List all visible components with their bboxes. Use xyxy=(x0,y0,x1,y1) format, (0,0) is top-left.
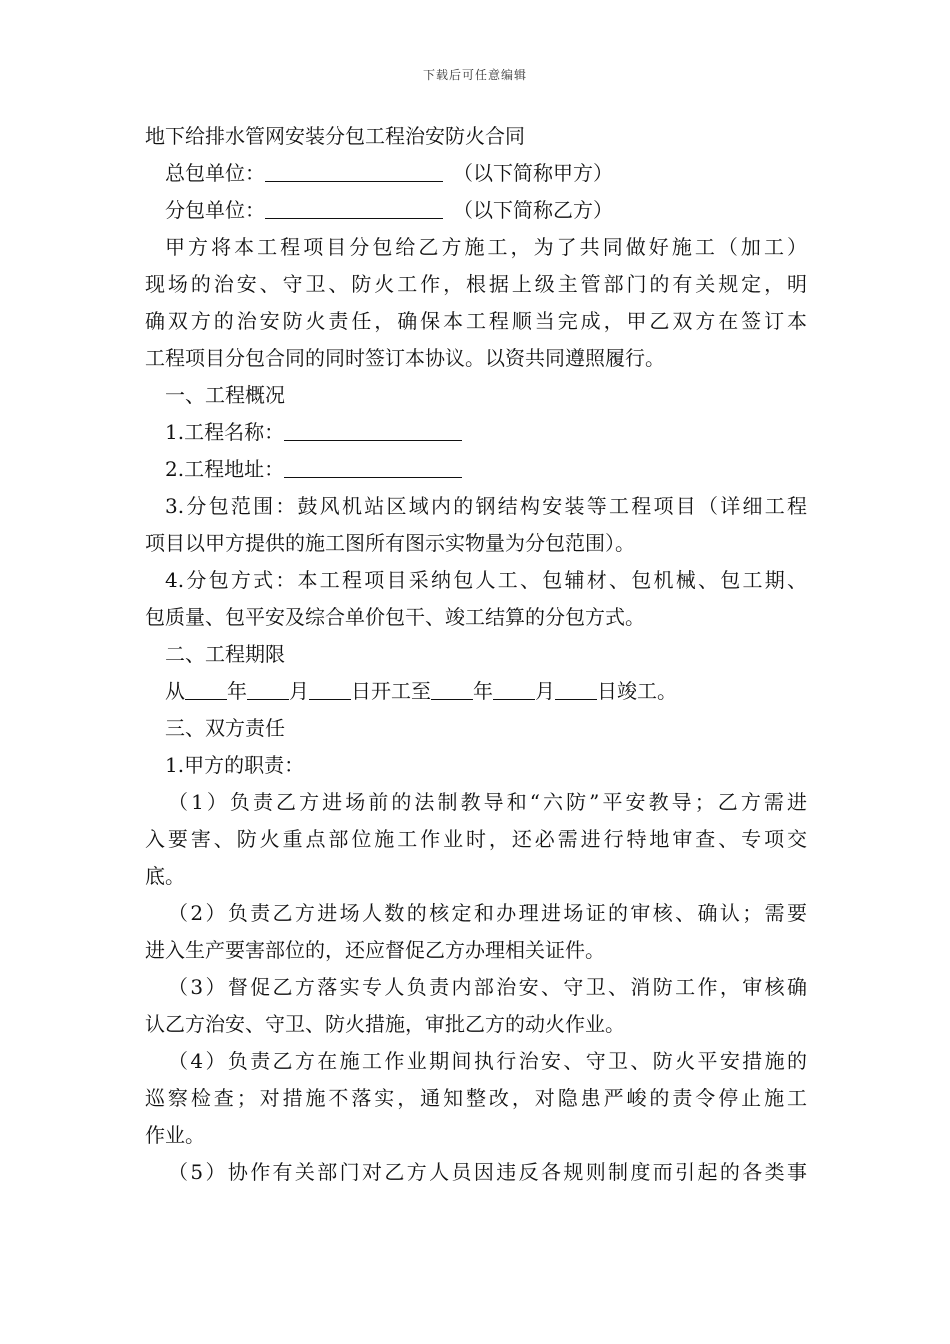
period-month: 月 xyxy=(289,679,309,703)
project-name-blank[interactable] xyxy=(284,418,462,441)
section3-title: 三、双方责任 xyxy=(165,716,285,740)
duty1-line: （1）负责乙方进场前的法制教导和“六防”平安教导；乙方需进 xyxy=(168,790,807,814)
duty4-line: 作业。 xyxy=(145,1123,205,1147)
scope-line: 3.分包范围：鼓风机站区域内的钢结构安装等工程项目（详细工程 xyxy=(165,494,807,518)
duty4-line: 巡察检查；对措施不落实，通知整改，对隐患严峻的责令停止施工 xyxy=(145,1086,807,1110)
duty3-line: 认乙方治安、守卫、防火措施，审批乙方的动火作业。 xyxy=(145,1012,625,1036)
end-year-blank[interactable] xyxy=(431,677,473,700)
intro-line: 确双方的治安防火责任，确保本工程顺当完成，甲乙双方在签订本 xyxy=(145,309,807,333)
subcontractor-line xyxy=(145,192,807,229)
document-title: 地下给排水管网安装分包工程治安防火合同 xyxy=(145,124,525,148)
intro-line: 工程项目分包合同的同时签订本协议。以资共同遵照履行。 xyxy=(145,346,665,370)
duty2-line: 进入生产要害部位的，还应督促乙方办理相关证件。 xyxy=(145,938,605,962)
method-line: 4.分包方式：本工程项目采纳包人工、包辅材、包机械、包工期、 xyxy=(165,568,807,592)
party-a-duties-title: 1.甲方的职责： xyxy=(165,753,305,777)
project-address-blank[interactable] xyxy=(284,455,462,478)
duty5-line: （5）协作有关部门对乙方人员因违反各规则制度而引起的各类事 xyxy=(168,1160,807,1184)
contractor-line xyxy=(145,155,807,192)
section2-title: 二、工程期限 xyxy=(165,642,285,666)
section1-title: 一、工程概况 xyxy=(165,383,285,407)
period-line xyxy=(145,673,807,710)
period-day-end: 日竣工。 xyxy=(597,679,677,703)
duty3-line: （3）督促乙方落实专人负责内部治安、守卫、消防工作，审核确 xyxy=(168,975,807,999)
document-body xyxy=(145,118,807,1191)
subcontractor-suffix: （以下简称乙方） xyxy=(453,198,613,222)
project-address-label: 2.工程地址： xyxy=(165,457,285,481)
period-month: 月 xyxy=(535,679,555,703)
project-name-label: 1.工程名称： xyxy=(165,420,285,444)
period-year: 年 xyxy=(473,679,493,703)
duty2-line: （2）负责乙方进场人数的核定和办理进场证的审核、确认；需要 xyxy=(168,901,807,925)
end-month-blank[interactable] xyxy=(493,677,535,700)
project-address-line xyxy=(145,451,807,488)
period-year: 年 xyxy=(227,679,247,703)
contractor-label: 总包单位： xyxy=(165,161,265,185)
duty1-line: 底。 xyxy=(145,864,185,888)
contractor-suffix: （以下简称甲方） xyxy=(453,161,613,185)
subcontractor-blank[interactable] xyxy=(265,196,443,219)
period-from: 从 xyxy=(165,679,185,703)
start-month-blank[interactable] xyxy=(247,677,289,700)
duty1-line: 入要害、防火重点部位施工作业时，还必需进行特地审查、专项交 xyxy=(145,827,807,851)
subcontractor-label: 分包单位： xyxy=(165,198,265,222)
header-note: 下载后可任意编辑 xyxy=(422,68,527,82)
project-name-line xyxy=(145,414,807,451)
duty4-line: （4）负责乙方在施工作业期间执行治安、守卫、防火平安措施的 xyxy=(168,1049,807,1073)
contractor-blank[interactable] xyxy=(265,159,443,182)
start-day-blank[interactable] xyxy=(309,677,351,700)
period-day-start: 日开工至 xyxy=(351,679,431,703)
scope-line: 项目以甲方提供的施工图所有图示实物量为分包范围）。 xyxy=(145,531,635,555)
end-day-blank[interactable] xyxy=(555,677,597,700)
method-line: 包质量、包平安及综合单价包干、竣工结算的分包方式。 xyxy=(145,605,645,629)
start-year-blank[interactable] xyxy=(185,677,227,700)
intro-line: 甲方将本工程项目分包给乙方施工，为了共同做好施工（加工） xyxy=(165,235,807,259)
intro-line: 现场的治安、守卫、防火工作，根据上级主管部门的有关规定，明 xyxy=(145,272,807,296)
